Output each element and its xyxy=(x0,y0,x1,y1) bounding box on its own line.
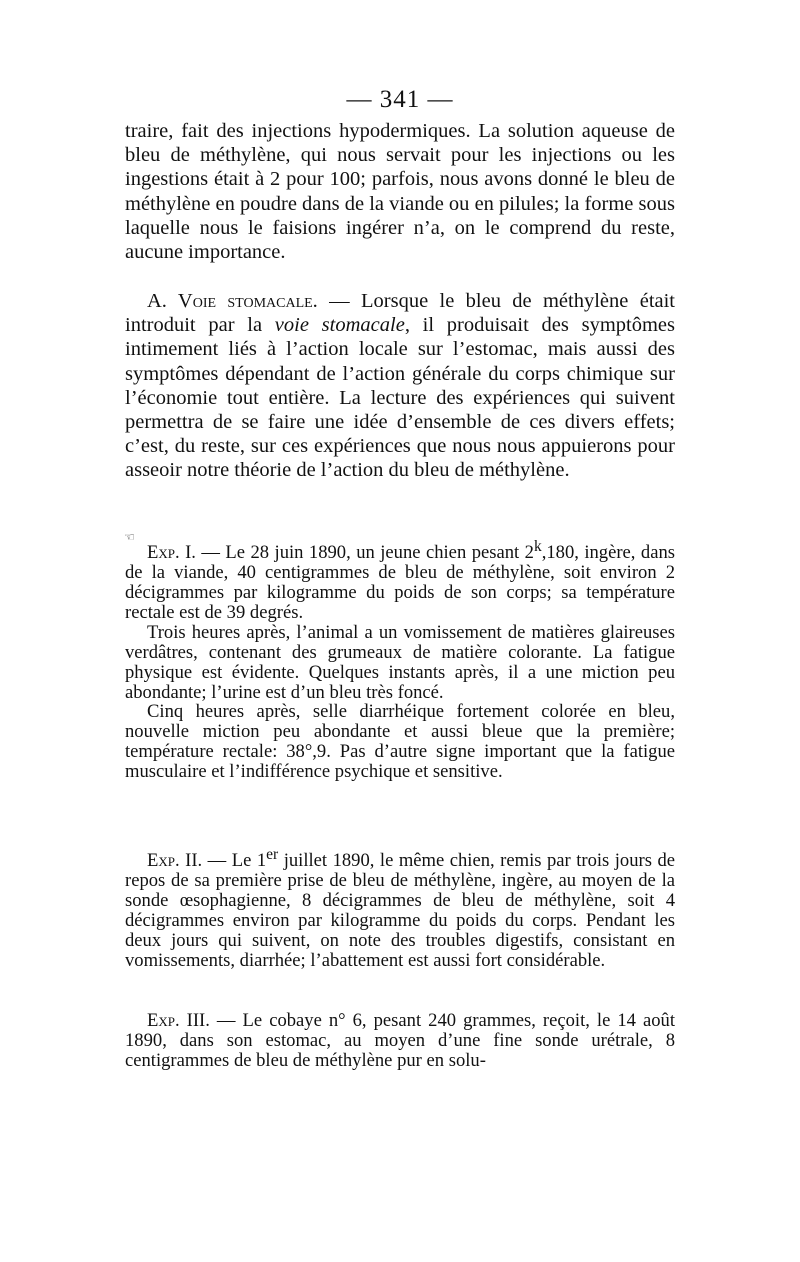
section-a-heading: A. Voie stomacale. xyxy=(147,290,318,312)
exp1-label: Exp. I. xyxy=(147,542,196,564)
intro-paragraph-block xyxy=(125,119,675,264)
exp3-block xyxy=(125,1011,675,1071)
pointing-hand-icon: ☜ xyxy=(124,530,135,544)
section-a-text-after: , il produisait des symptômes intimement liés à l’action locale sur l’estomac, mais aussi des symptômes dépendant de l’action générale du corps chimique sur l’économie tout entière. La lecture des expériences qui suivent permettra de se faire une idée d’ensemble de ces divers effets; c’est, du reste, sur ces expériences que nous nous appuierons pour asseoir notre théorie de l’action du bleu de méthylène. xyxy=(125,314,675,482)
exp2-paragraph xyxy=(125,845,675,971)
exp2-text-2: juillet 1890, le même chien, remis par trois jours de repos de sa première prise de bleu de méthylène, ingère, au moyen de la sonde œsophagienne, 8 décigrammes de bleu de méthylène, soit 4 décigrammes environ par kilogramme du poids du corps. Pendant les deux jours qui suivent, on note des troubles digestifs, consistant en vomissements, diarrhée; l’abattement est aussi fort considérable. xyxy=(125,850,675,971)
exp1-paragraph-2: Trois heures après, l’animal a un vomissement de matières glaireuses verdâtres, contenant des grumeaux de matière colorante. La fatigue physique est évidente. Quelques instants après, il a une miction peu abondante; l’urine est d’un bleu très foncé. xyxy=(125,621,675,703)
section-a-text-before: — Lorsque le bleu de méthylène était introduit par la xyxy=(125,290,675,337)
exp1-paragraph-3: Cinq heures après, selle diarrhéique fortement colorée en bleu, nouvelle miction peu abondante et aussi bleue que la première; température rectale: 38°,9. Pas d’autre signe important que la fatigue musculaire et l’indifférence psychique et sensitive. xyxy=(125,701,675,783)
page-number: — 341 — xyxy=(346,86,454,113)
exp3-label: Exp. III. xyxy=(147,1010,210,1031)
exp1-block xyxy=(125,537,675,782)
exp2-text-1: — Le 1 xyxy=(202,850,267,872)
section-a-paragraph xyxy=(125,289,675,483)
exp1-text-1: — Le 28 juin 1890, un jeune chien pesant 2 xyxy=(195,542,534,564)
exp2-block xyxy=(125,845,675,971)
section-a-block xyxy=(125,289,675,483)
section-a-emphasis: voie stomacale xyxy=(274,314,405,337)
exp1-text-2: ,180, ingère, dans de la viande, 40 centigrammes de bleu de méthylène, soit environ 2 décigrammes par kilogramme du poids de son corps; sa température rectale est de 39 degrés. xyxy=(125,542,675,623)
exp3-paragraph xyxy=(125,1011,675,1071)
exp2-superscript: er xyxy=(266,846,279,863)
intro-paragraph: traire, fait des injections hypodermiques. La solution aqueuse de bleu de méthylène, qui nous servait pour les injections ou les ingestions était à 2 pour 100; parfois, nous avons donné le bleu de méthylène en poudre dans de la viande ou en pilules; la forme sous laquelle nous le faisions ingérer n’a, on le comprend du reste, aucune importance. xyxy=(125,120,675,264)
exp3-text: — Le cobaye n° 6, pesant 240 grammes, reçoit, le 14 août 1890, dans son estomac, au moyen d’une fine sonde urétrale, 8 centigrammes de bleu de méthylène pur en solu- xyxy=(125,1010,675,1071)
exp1-paragraph-1 xyxy=(125,537,675,623)
exp1-superscript: k xyxy=(533,538,542,555)
exp2-label: Exp. II. xyxy=(147,850,203,872)
